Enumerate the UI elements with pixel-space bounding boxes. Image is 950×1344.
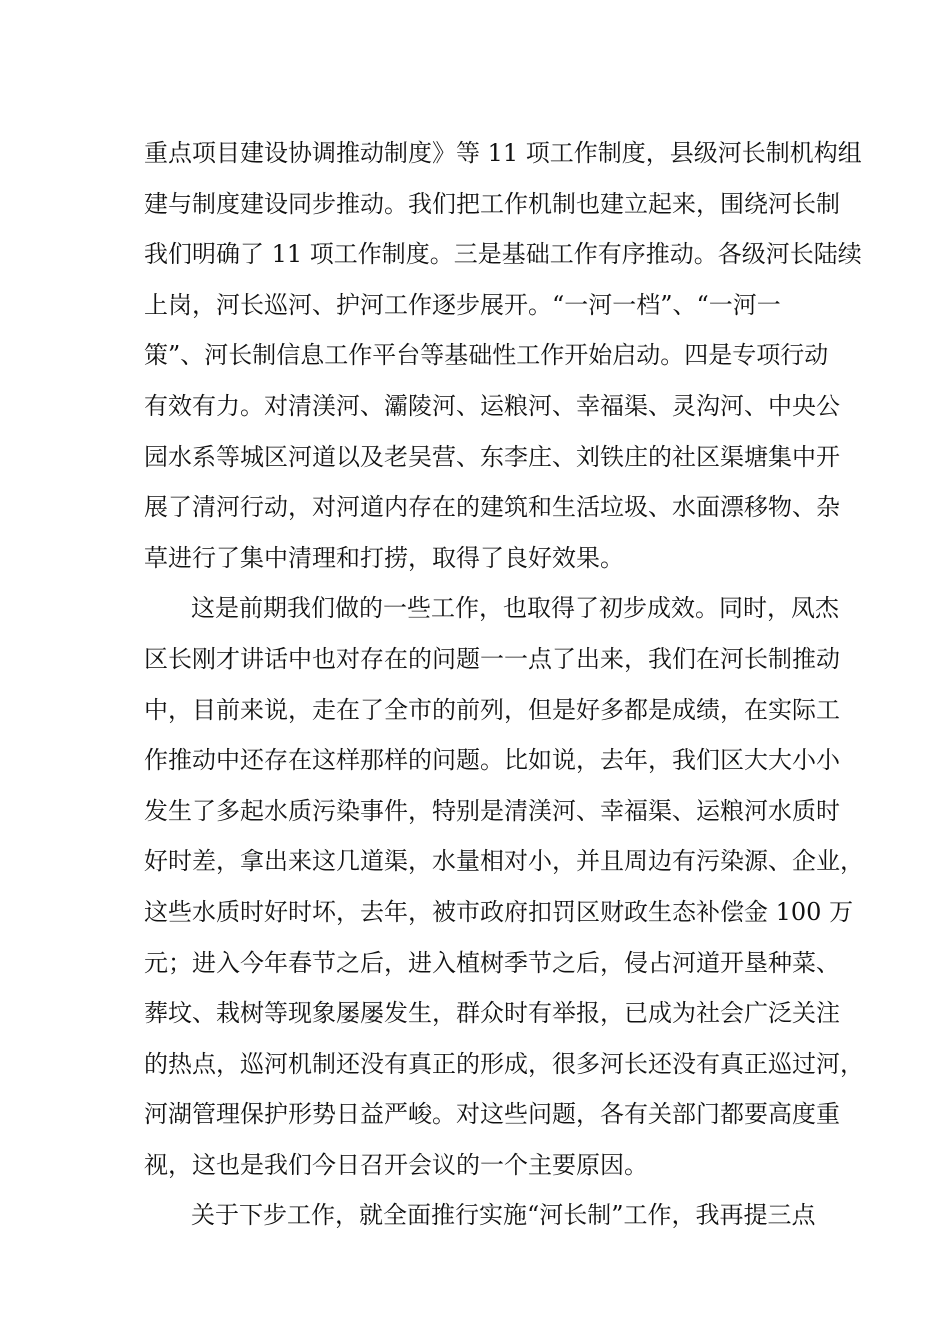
text-line: 河湖管理保护形势日益严峻。对这些问题，各有关部门都要高度重 (144, 1100, 840, 1129)
text-line: 建与制度建设同步推动。我们把工作机制也建立起来，围绕河长制 (144, 189, 840, 218)
paragraph-start-line: 关于下步工作，就全面推行实施“河长制”工作，我再提三点 (191, 1201, 816, 1230)
text-line: 中，目前来说，走在了全市的前列，但是好多都是成绩，在实际工 (144, 695, 840, 724)
text-line: 我们明确了 11 项工作制度。三是基础工作有序推动。各级河长陆续 (144, 240, 862, 269)
text-line: 重点项目建设协调推动制度》等 11 项工作制度，县级河长制机构组 (144, 139, 862, 167)
text-line: 策”、河长制信息工作平台等基础性工作开始启动。四是专项行动 (144, 341, 829, 370)
text-line: 视，这也是我们今日召开会议的一个主要原因。 (144, 1150, 648, 1179)
paragraph-start-line: 这是前期我们做的一些工作，也取得了初步成效。同时，凤杰 (191, 594, 839, 623)
text-line: 这些水质时好时坏，去年，被市政府扣罚区财政生态补偿金 100 万 (144, 897, 854, 926)
text-line: 上岗，河长巡河、护河工作逐步展开。“一河一档”、“一河一 (144, 290, 781, 319)
text-line: 发生了多起水质污染事件，特别是清渼河、幸福渠、运粮河水质时 (144, 796, 840, 825)
text-line: 有效有力。对清渼河、灞陵河、运粮河、幸福渠、灵沟河、中央公 (144, 391, 840, 420)
text-line: 的热点，巡河机制还没有真正的形成，很多河长还没有真正巡过河， (144, 1049, 864, 1078)
text-line: 园水系等城区河道以及老吴营、东李庄、刘铁庄的社区渠塘集中开 (144, 442, 840, 471)
text-line: 葬坟、栽树等现象屡屡发生，群众时有举报，已成为社会广泛关注 (144, 999, 840, 1028)
document-body-text (144, 128, 864, 1241)
text-line: 作推动中还存在这样那样的问题。比如说，去年，我们区大大小小 (144, 746, 840, 775)
text-line: 元；进入今年春节之后，进入植树季节之后，侵占河道开垦种菜、 (144, 948, 840, 977)
text-line: 展了清河行动，对河道内存在的建筑和生活垃圾、水面漂移物、杂 (144, 493, 840, 522)
text-line: 区长刚才讲话中也对存在的问题一一点了出来，我们在河长制推动 (144, 644, 840, 673)
text-line: 草进行了集中清理和打捞，取得了良好效果。 (144, 543, 624, 572)
text-line: 好时差，拿出来这几道渠，水量相对小，并且周边有污染源、企业， (144, 847, 864, 876)
